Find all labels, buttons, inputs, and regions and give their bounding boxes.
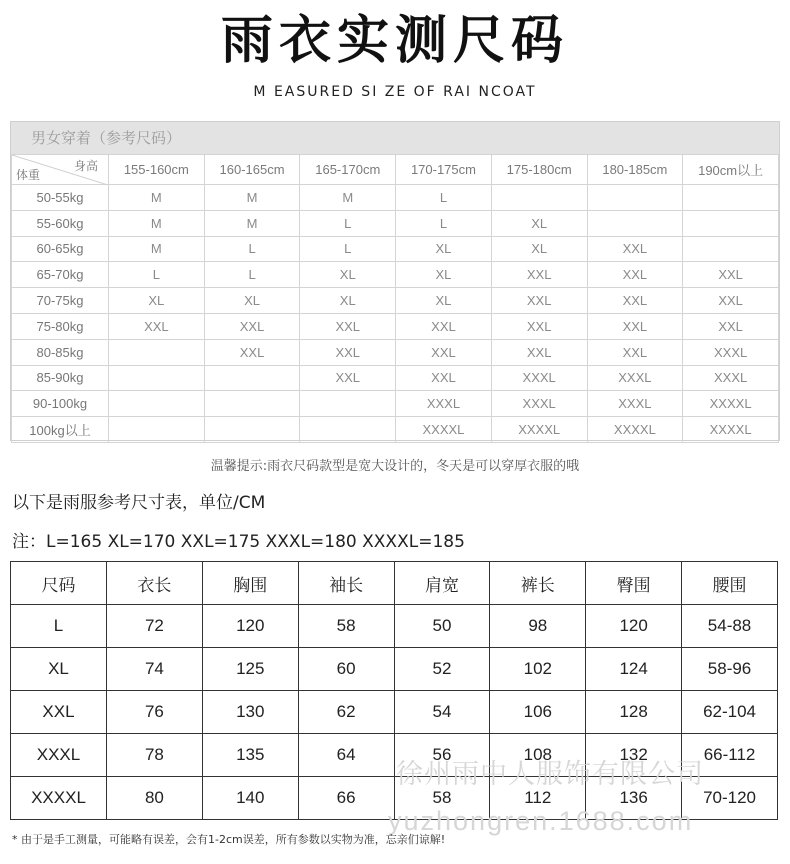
size-cell: XL [109, 288, 205, 314]
weight-label-cell: 65-70kg [12, 262, 109, 288]
size-chart-table [11, 154, 779, 443]
size-cell [683, 185, 779, 211]
measure-cell: 78 [107, 734, 203, 777]
page-subtitle: M EASURED SI ZE OF RAI NCOAT [253, 84, 537, 100]
height-header-cell: 160-165cm [204, 155, 300, 185]
measurement-table [10, 561, 778, 820]
size-cell: XXL [491, 339, 587, 365]
measure-cell: 140 [202, 777, 298, 820]
weight-label-cell: 55-60kg [12, 210, 109, 236]
size-cell: L [300, 210, 396, 236]
size-cell: XXL [587, 288, 683, 314]
size-chart-row [12, 339, 779, 365]
measure-cell: 54 [394, 691, 490, 734]
measure-cell: 76 [107, 691, 203, 734]
measure-cell: 64 [298, 734, 394, 777]
weight-label-cell: 60-65kg [12, 236, 109, 262]
size-cell: XXL [683, 262, 779, 288]
measure-header-cell: 衣长 [107, 562, 203, 605]
measure-row [11, 734, 778, 777]
size-cell: L [109, 262, 205, 288]
size-cell: M [300, 185, 396, 211]
measure-cell: 106 [490, 691, 586, 734]
size-cell: XXL [396, 313, 492, 339]
size-cell: M [109, 236, 205, 262]
size-cell: XXXXL [396, 417, 492, 443]
measure-header-cell: 袖长 [298, 562, 394, 605]
size-chart-row [12, 288, 779, 314]
height-header-cell: 190cm以上 [683, 155, 779, 185]
measure-cell: 50 [394, 605, 490, 648]
measure-cell: XXXXL [11, 777, 107, 820]
measure-cell: 74 [107, 648, 203, 691]
size-cell: XXL [300, 313, 396, 339]
size-cell: XXXXL [683, 391, 779, 417]
measure-header-cell: 臀围 [586, 562, 682, 605]
measure-header-cell: 胸围 [202, 562, 298, 605]
size-cell: XXL [587, 339, 683, 365]
weight-axis-label: 体重 [16, 168, 41, 182]
measure-cell: 72 [107, 605, 203, 648]
tip-text: 温馨提示:雨衣尺码款型是宽大设计的，冬天是可以穿厚衣服的哦 [210, 459, 580, 474]
size-cell [587, 210, 683, 236]
size-cell: L [396, 185, 492, 211]
measure-cell: 66 [298, 777, 394, 820]
weight-label-cell: 80-85kg [12, 339, 109, 365]
measure-cell: 54-88 [682, 605, 778, 648]
measure-cell: 70-120 [682, 777, 778, 820]
size-chart-caption: 男女穿着（参考尺码） [11, 122, 779, 154]
measure-row [11, 605, 778, 648]
size-cell: M [204, 185, 300, 211]
size-cell [109, 417, 205, 443]
size-cell [683, 236, 779, 262]
measure-cell: 58 [298, 605, 394, 648]
size-cell: XXXXL [491, 417, 587, 443]
size-cell: XXXL [683, 339, 779, 365]
measure-header-row [11, 562, 778, 605]
size-cell: XL [300, 288, 396, 314]
size-chart-row [12, 313, 779, 339]
size-cell: M [109, 210, 205, 236]
size-cell [204, 417, 300, 443]
measure-cell: 80 [107, 777, 203, 820]
size-cell: XL [396, 262, 492, 288]
measure-cell: XXXL [11, 734, 107, 777]
size-cell [109, 365, 205, 391]
size-cell: XXL [300, 339, 396, 365]
size-cell: XXL [204, 339, 300, 365]
height-header-cell: 165-170cm [300, 155, 396, 185]
size-chart-row [12, 262, 779, 288]
size-cell: XXL [683, 288, 779, 314]
measure-cell: 62-104 [682, 691, 778, 734]
size-cell: M [204, 210, 300, 236]
size-cell [109, 339, 205, 365]
measure-cell: 135 [202, 734, 298, 777]
size-cell [491, 185, 587, 211]
measure-cell: 132 [586, 734, 682, 777]
size-chart-row [12, 365, 779, 391]
size-cell: XXXL [587, 365, 683, 391]
weight-label-cell: 75-80kg [12, 313, 109, 339]
size-chart-row [12, 185, 779, 211]
measure-cell: L [11, 605, 107, 648]
measure-row [11, 777, 778, 820]
size-cell: XXL [396, 365, 492, 391]
size-cell: XXL [204, 313, 300, 339]
weight-label-cell: 85-90kg [12, 365, 109, 391]
measure-cell: 52 [394, 648, 490, 691]
size-cell: XXXL [683, 365, 779, 391]
weight-label-cell: 50-55kg [12, 185, 109, 211]
measure-row [11, 691, 778, 734]
size-cell: XXXXL [683, 417, 779, 443]
height-header-cell: 170-175cm [396, 155, 492, 185]
watermark-company: 徐州雨中人服饰有限公司 [396, 759, 704, 790]
size-cell: L [204, 236, 300, 262]
height-header-cell: 175-180cm [491, 155, 587, 185]
measure-cell: 108 [490, 734, 586, 777]
measure-header-cell: 肩宽 [394, 562, 490, 605]
size-cell [204, 391, 300, 417]
size-cell: XXXL [491, 391, 587, 417]
size-cell [204, 365, 300, 391]
size-cell [300, 391, 396, 417]
measure-cell: 136 [586, 777, 682, 820]
size-cell [587, 185, 683, 211]
measure-cell: 112 [490, 777, 586, 820]
size-cell: XXL [300, 365, 396, 391]
measure-cell: 120 [202, 605, 298, 648]
weight-label-cell: 70-75kg [12, 288, 109, 314]
size-cell: XXL [683, 313, 779, 339]
measure-cell: 56 [394, 734, 490, 777]
size-cell: XXL [587, 313, 683, 339]
height-header-cell: 180-185cm [587, 155, 683, 185]
measure-cell: 128 [586, 691, 682, 734]
size-cell: XL [396, 236, 492, 262]
corner-cell [12, 155, 109, 185]
weight-label-cell: 90-100kg [12, 391, 109, 417]
height-header-cell: 155-160cm [109, 155, 205, 185]
measure-cell: 102 [490, 648, 586, 691]
size-cell: M [109, 185, 205, 211]
size-cell: XXL [587, 236, 683, 262]
size-cell: XXL [109, 313, 205, 339]
measure-cell: 66-112 [682, 734, 778, 777]
size-cell: XXL [491, 313, 587, 339]
size-cell: L [396, 210, 492, 236]
size-chart-row [12, 391, 779, 417]
size-chart-header-row [12, 155, 779, 185]
measure-cell: 58-96 [682, 648, 778, 691]
measure-row [11, 648, 778, 691]
size-cell: XXL [587, 262, 683, 288]
size-cell [300, 417, 396, 443]
measure-cell: 60 [298, 648, 394, 691]
size-cell: XL [204, 288, 300, 314]
measure-cell: XL [11, 648, 107, 691]
measure-cell: 98 [490, 605, 586, 648]
size-cell: XXL [491, 288, 587, 314]
measure-header-cell: 腰围 [682, 562, 778, 605]
size-cell: L [300, 236, 396, 262]
size-note-line: 注：L=165 XL=170 XXL=175 XXXL=180 XXXXL=185 [12, 532, 465, 552]
footnote: * 由于是手工测量，可能略有误差，会有1-2cm误差，所有参数以实物为准，忘亲们谅解! [12, 833, 446, 846]
size-reference-chart [10, 121, 780, 441]
size-cell [109, 391, 205, 417]
size-cell: L [204, 262, 300, 288]
size-cell: XXXL [396, 391, 492, 417]
size-cell: XL [491, 210, 587, 236]
measure-cell: 120 [586, 605, 682, 648]
weight-label-cell: 100kg以上 [12, 417, 109, 443]
reference-line: 以下是雨服参考尺寸表，单位/CM [12, 493, 266, 513]
size-cell: XL [396, 288, 492, 314]
measure-cell: 124 [586, 648, 682, 691]
size-cell: XXXL [587, 391, 683, 417]
measure-cell: 58 [394, 777, 490, 820]
measure-header-cell: 尺码 [11, 562, 107, 605]
measure-cell: 62 [298, 691, 394, 734]
size-cell: XL [300, 262, 396, 288]
watermark-site: yuzhongren.1688.com [388, 806, 694, 836]
size-cell: XXL [396, 339, 492, 365]
measure-cell: 125 [202, 648, 298, 691]
measure-cell: 130 [202, 691, 298, 734]
size-cell: XXL [491, 262, 587, 288]
size-cell: XXXL [491, 365, 587, 391]
size-chart-row [12, 210, 779, 236]
size-cell: XXXXL [587, 417, 683, 443]
size-cell [683, 210, 779, 236]
size-chart-row [12, 417, 779, 443]
size-chart-row [12, 236, 779, 262]
measure-cell: XXL [11, 691, 107, 734]
height-axis-label: 身高 [73, 159, 98, 173]
measure-header-cell: 裤长 [490, 562, 586, 605]
size-cell: XL [491, 236, 587, 262]
page-title: 雨衣实测尺码 [220, 11, 569, 71]
